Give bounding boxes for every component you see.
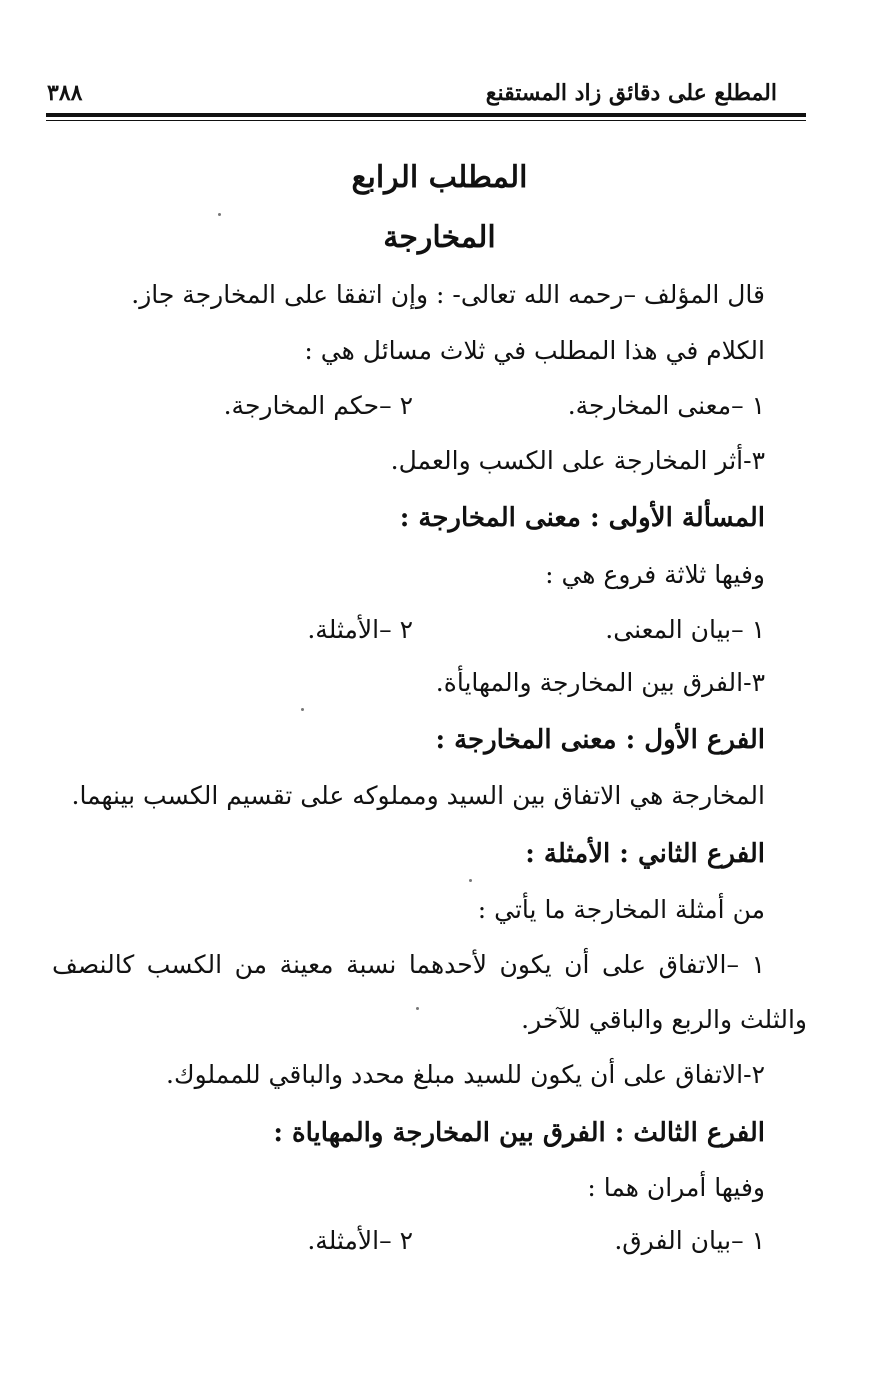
- list1-item2: ٢ –حكم المخارجة.: [223, 391, 413, 420]
- question1-heading: المسألة الأولى : معنى المخارجة :: [399, 503, 765, 533]
- branch3-intro: وفيها أمران هما :: [587, 1173, 765, 1202]
- branch1-heading: الفرع الأول : معنى المخارجة :: [435, 725, 765, 755]
- branch1-text: المخارجة هي الاتفاق بين السيد ومملوكه على تقسيم الكسب بينهما.: [71, 781, 765, 810]
- question1-intro: وفيها ثلاثة فروع هي :: [545, 560, 765, 589]
- page-number: ٣٨٨: [47, 80, 83, 106]
- author-quote: قال المؤلف –رحمه الله تعالى- : وإن اتفقا على المخارجة جاز.: [131, 280, 765, 309]
- scan-speck: [218, 213, 221, 216]
- section-title: المطلب الرابع: [351, 160, 528, 195]
- list1-item3: ٣-أثر المخارجة على الكسب والعمل.: [390, 446, 765, 475]
- intro-line: الكلام في هذا المطلب في ثلاث مسائل هي :: [304, 336, 765, 365]
- running-header-title: المطلع على دقائق زاد المستقنع: [485, 80, 777, 106]
- list2-item3: ٣-الفرق بين المخارجة والمهايأة.: [435, 668, 765, 697]
- scan-speck: [469, 879, 472, 882]
- branch2-intro: من أمثلة المخارجة ما يأتي :: [477, 895, 765, 924]
- branch2-example2: ٢-الاتفاق على أن يكون للسيد مبلغ محدد والباقي للمملوك.: [166, 1060, 765, 1089]
- branch2-example1-line1: ١ –الاتفاق على أن يكون لأحدهما نسبة معينة من الكسب كالنصف: [52, 950, 765, 979]
- list3-item1: ١ –بيان الفرق.: [614, 1226, 765, 1255]
- scan-speck: [301, 708, 304, 711]
- header-rule-thick: [46, 113, 806, 117]
- header-rule-thin: [46, 120, 806, 121]
- list1-item1: ١ –معنى المخارجة.: [567, 391, 765, 420]
- scan-speck: [416, 1007, 419, 1010]
- branch2-example1-line2: والثلث والربع والباقي للآخر.: [521, 1005, 807, 1034]
- list2-item1: ١ –بيان المعنى.: [605, 615, 765, 644]
- list2-item2: ٢ –الأمثلة.: [307, 615, 413, 644]
- list3-item2: ٢ –الأمثلة.: [307, 1226, 413, 1255]
- branch2-heading: الفرع الثاني : الأمثلة :: [525, 839, 765, 869]
- subject-title: المخارجة: [383, 220, 496, 255]
- branch3-heading: الفرع الثالث : الفرق بين المخارجة والمهاياة :: [273, 1118, 765, 1148]
